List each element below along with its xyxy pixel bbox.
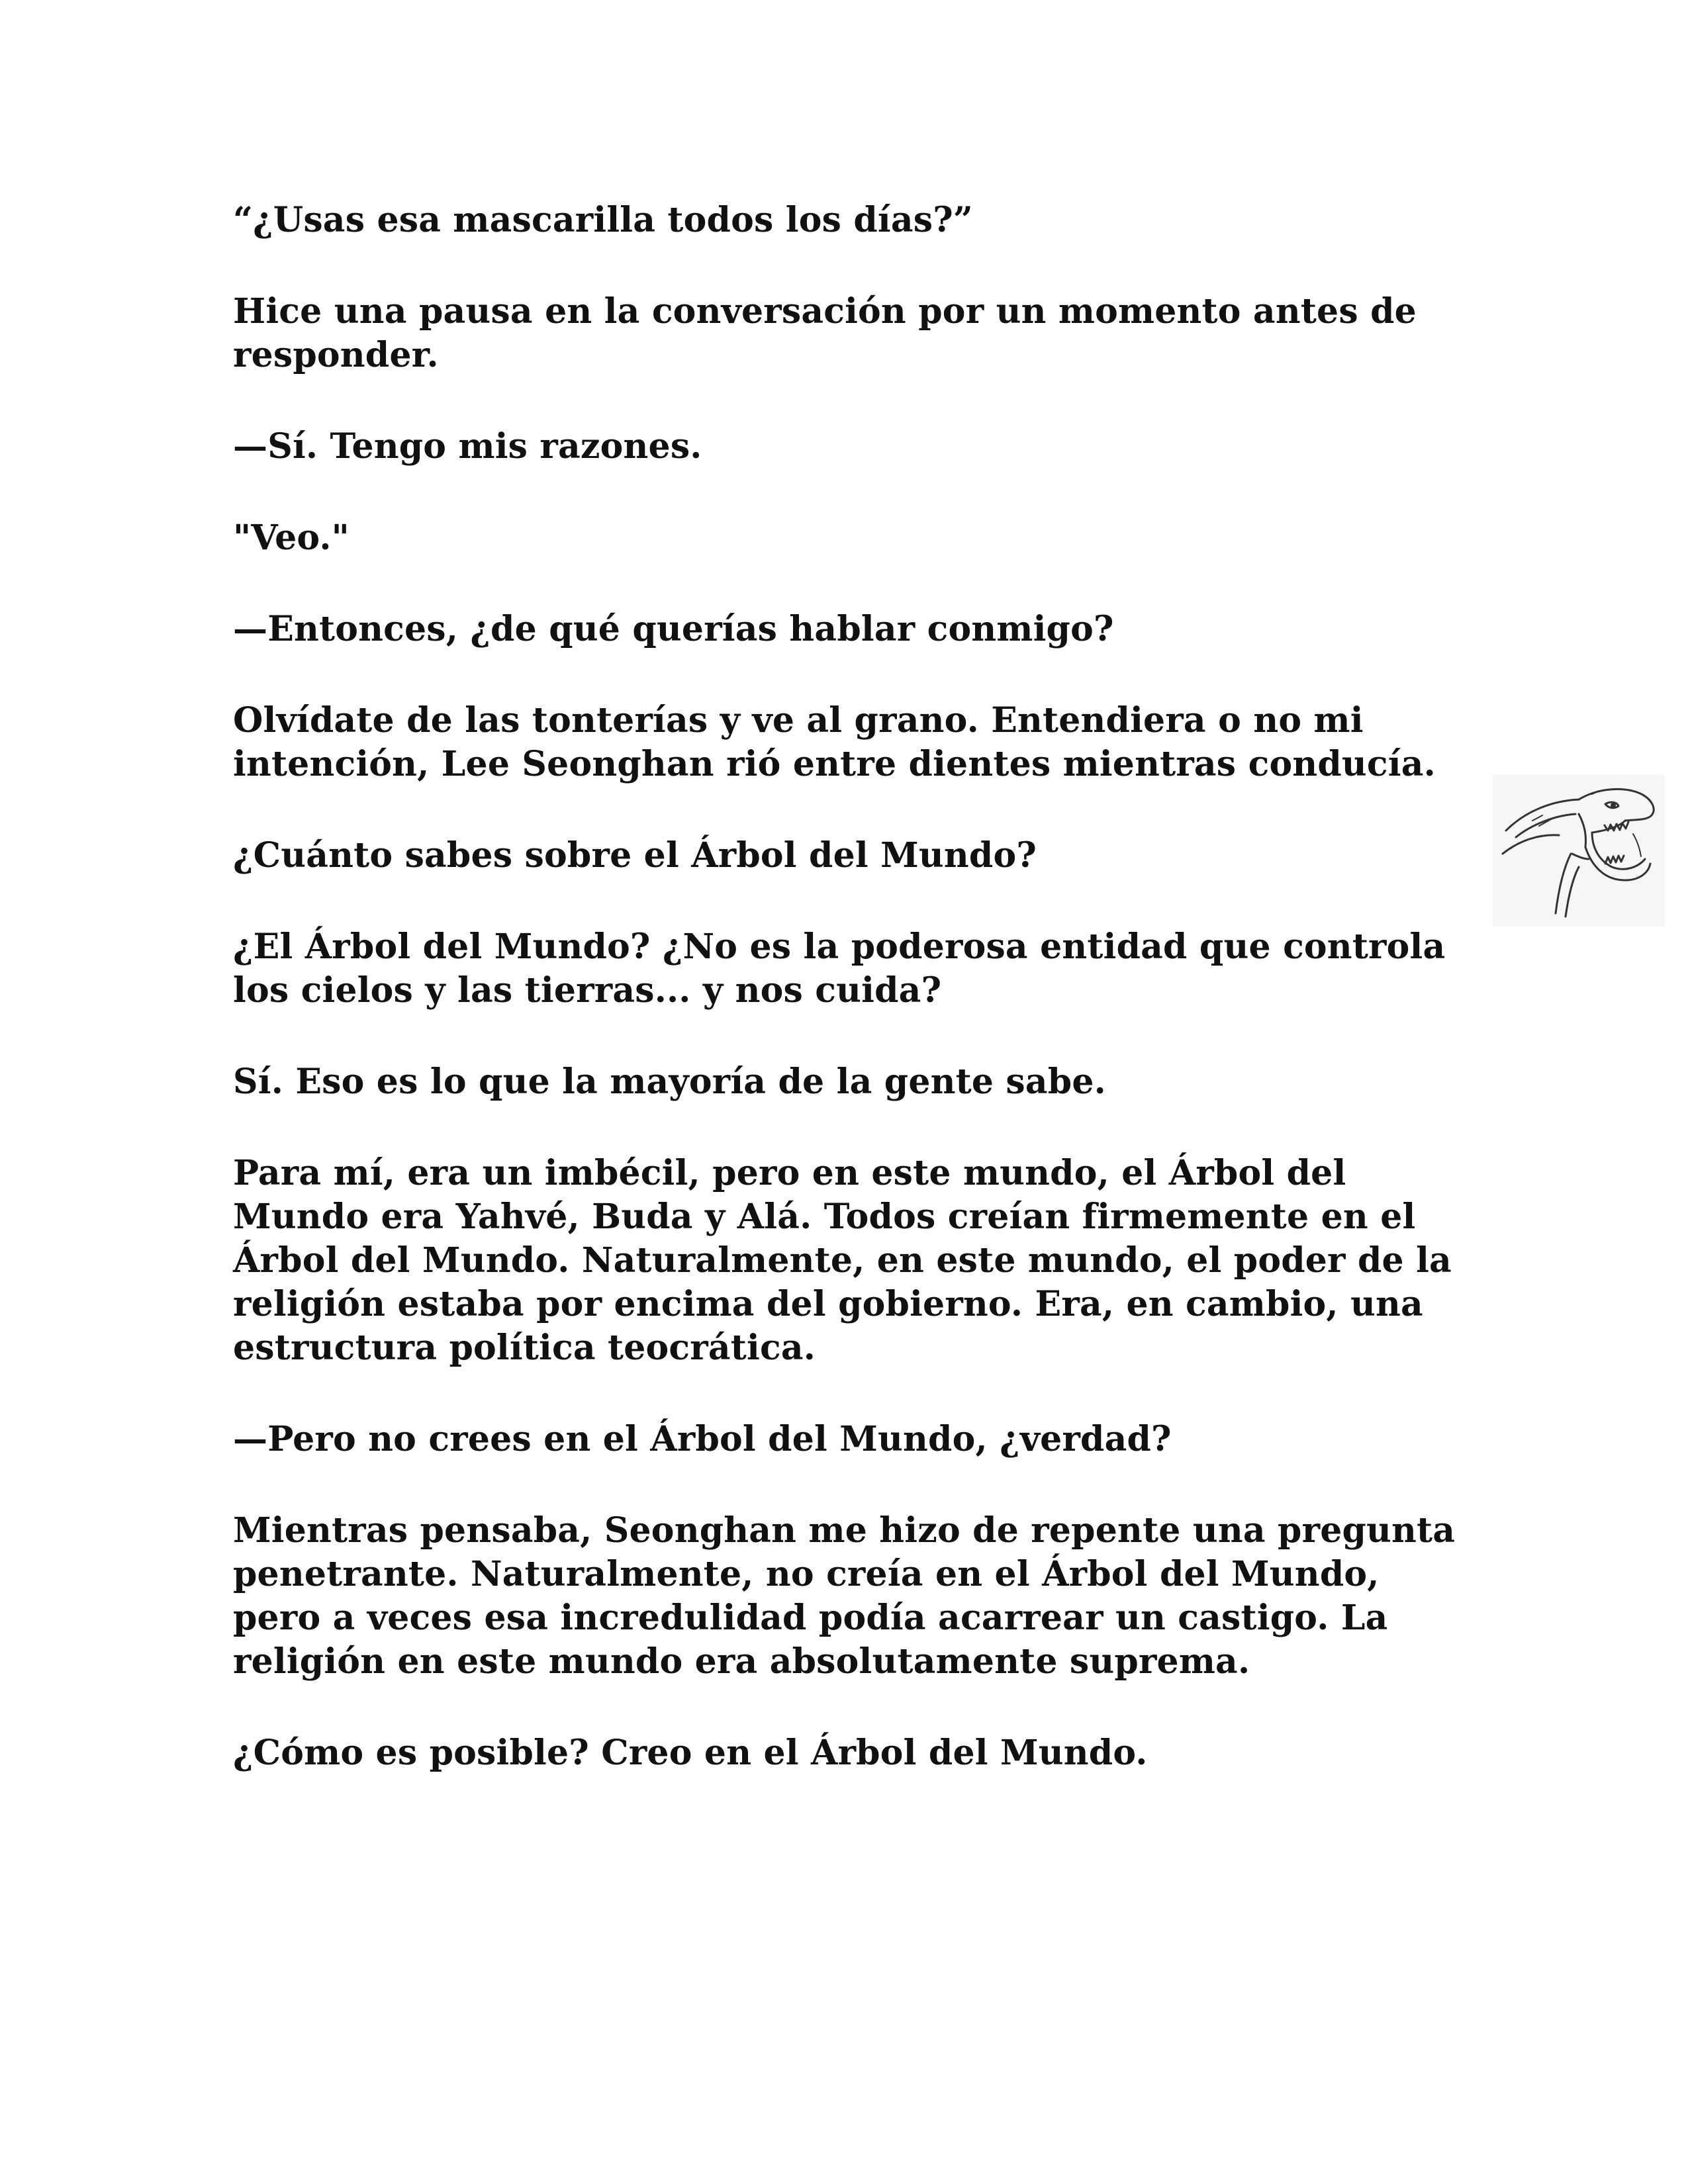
paragraph: —Entonces, ¿de qué querías hablar conmigo? <box>233 609 1114 649</box>
dinosaur-head-sketch-icon <box>1493 774 1665 927</box>
document-body <box>233 199 1477 1823</box>
paragraph: —Pero no crees en el Árbol del Mundo, ¿verdad? <box>233 1419 1172 1459</box>
paragraph: ¿Cómo es posible? Creo en el Árbol del Mundo. <box>233 1733 1148 1773</box>
paragraph: Para mí, era un imbécil, pero en este mundo, el Árbol del Mundo era Yahvé, Buda y Alá. Todos creían firmemente en el Árbol del Mundo. Naturalmente, en este mundo, el poder de la religión estaba por encima del gobierno. Era, en cambio, una estructura política teocrática. <box>233 1153 1452 1368</box>
paragraph: ¿El Árbol del Mundo? ¿No es la poderosa entidad que controla los cielos y las tierras... y nos cuida? <box>233 927 1446 1011</box>
paragraph: Mientras pensaba, Seonghan me hizo de repente una pregunta penetrante. Naturalmente, no creía en el Árbol del Mundo, pero a veces esa incredulidad podía acarrear un castigo. La religión en este mundo era absolutamente suprema. <box>233 1510 1456 1682</box>
paragraph: “¿Usas esa mascarilla todos los días?” <box>233 200 974 240</box>
paragraph: Olvídate de las tonterías y ve al grano. Entendiera o no mi intención, Lee Seonghan rió entre dientes mientras conducía. <box>233 700 1436 784</box>
paragraph: Hice una pausa en la conversación por un momento antes de responder. <box>233 291 1417 375</box>
paragraph: ¿Cuánto sabes sobre el Árbol del Mundo? <box>233 835 1037 876</box>
paragraph: —Sí. Tengo mis razones. <box>233 426 702 467</box>
dinosaur-head-drawing <box>1493 774 1665 927</box>
paragraph: Sí. Eso es lo que la mayoría de la gente sabe. <box>233 1062 1106 1102</box>
paragraph: "Veo." <box>233 518 350 558</box>
